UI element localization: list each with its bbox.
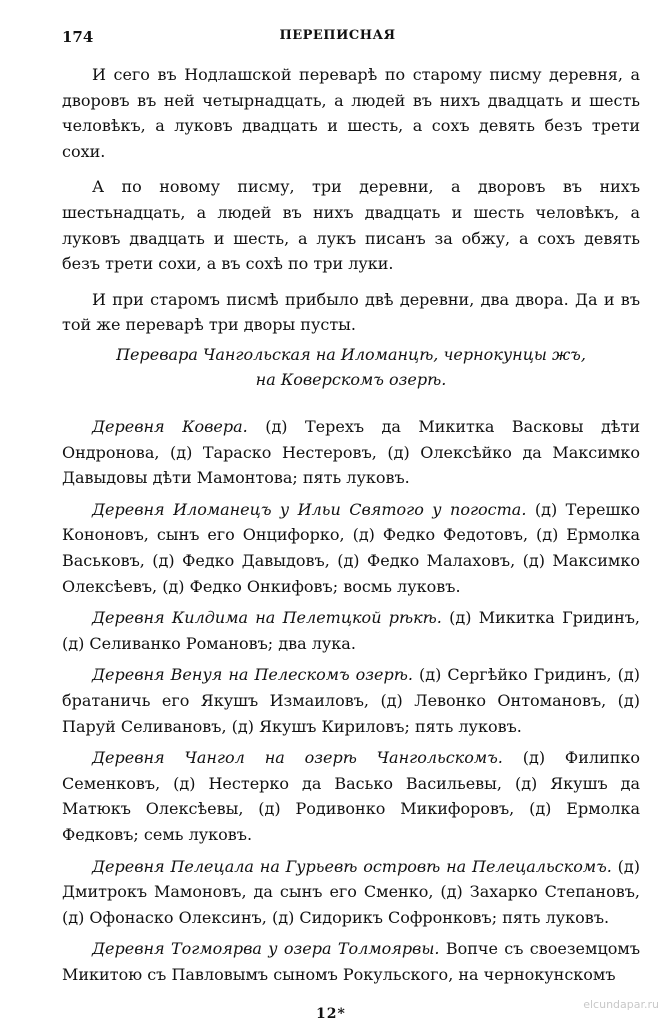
village-entry	[62, 662, 640, 739]
village-entry	[62, 414, 640, 491]
section-heading-line: на Коверскомъ озерѣ.	[255, 370, 447, 389]
village-name: Деревня Килдима на Пелетцкой рѣкѣ.	[92, 608, 442, 628]
running-title: ПЕРЕПИСНАЯ	[279, 28, 396, 43]
section-heading	[62, 342, 640, 392]
village-entry-text: Вопче съ своеземцомъ Микитою съ Павловымъ сыномъ Рокульского, на чернокунскомъ	[62, 939, 641, 984]
paragraph: И сего въ Нодлашской переварѣ по старому писму деревня, а дворовъ въ ней четырнадцать, а людей въ нихъ двадцать и шесть человѣкъ, а луковъ двадцать и шесть, а сохъ девять безъ трети сохи.	[62, 65, 640, 161]
section-heading-line: Перевара Чангольская на Иломанцѣ, чернокунцы жъ,	[116, 345, 586, 364]
village-entry	[62, 605, 640, 656]
village-name: Деревня Тогмоярва у озера Толмоярвы.	[92, 939, 440, 959]
intro-paragraphs	[62, 62, 640, 338]
village-entry	[62, 497, 640, 599]
village-entry-text: (д) Микитка Гридинъ, (д) Селиванко Романовъ; два лука.	[62, 608, 641, 653]
village-entries	[62, 414, 640, 987]
page-number: 174	[62, 28, 94, 46]
paragraph: А по новому писму, три деревни, а дворовъ въ нихъ шестьнадцать, а людей въ нихъ двадцать и шесть человѣкъ, а луковъ двадцать и шесть, а лукъ писанъ за обжу, а сохъ девять безъ трети сохи, а въ сохѣ по три луки.	[62, 177, 640, 274]
village-name: Деревня Пелецала на Гурьевѣ островѣ на Пелецальскомъ.	[92, 856, 612, 876]
village-entry	[62, 854, 640, 931]
village-name: Деревня Чангол на озерѣ Чангольскомъ.	[92, 748, 503, 768]
village-entry-text: (д) Терехъ да Микитка Васковы дѣти Ондронова, (д) Тараско Нестеровъ, (д) Олексѣйко да Максимко Давыдовы дѣти Мамонтова; пять луковъ.	[62, 417, 640, 488]
watermark: elcundapar.ru	[583, 998, 659, 1011]
signature-mark: 12*	[316, 1006, 346, 1022]
village-entry-text: (д) Дмитрокъ Мамоновъ, да сынъ его Сменко, (д) Захарко Степановъ, (д) Офонаско Олексинъ, (д) Сидорикъ Софронковъ; пять луковъ.	[62, 856, 641, 927]
village-name: Деревня Иломанецъ у Ильи Святого у погоста.	[92, 499, 527, 519]
village-entry	[62, 745, 640, 847]
village-name: Деревня Ковера.	[92, 417, 248, 436]
running-head	[62, 28, 613, 50]
paragraph: И при старомъ писмѣ прибыло двѣ деревни, два двора. Да и въ той же переварѣ три дворы пусты.	[62, 289, 640, 335]
village-entry-text: (д) Филипко Семенковъ, (д) Нестерко да Васько Васильевы, (д) Якушъ да Матюкъ Олексѣевы, (д) Родивонко Микифоровъ, (д) Ермолка Федковъ; семь луковъ.	[62, 748, 640, 844]
village-entry	[62, 936, 640, 987]
village-entry-text: (д) Терешко Кононовъ, сынъ его Онцифорко, (д) Федко Федотовъ, (д) Ермолка Васьковъ, (д) Федко Давыдовъ, (д) Федко Малаховъ, (д) Максимко Олексѣевъ, (д) Федко Онкифовъ; восмь луковъ.	[62, 499, 640, 596]
village-entry-text: (д) Сергѣйко Гридинъ, (д) братаничь его Якушъ Измаиловъ, (д) Левонко Онтомановъ, (д) Паруй Селивановъ, (д) Якушъ Кириловъ; пять луковъ.	[62, 665, 640, 736]
village-name: Деревня Венуя на Пелескомъ озерѣ.	[92, 665, 413, 685]
